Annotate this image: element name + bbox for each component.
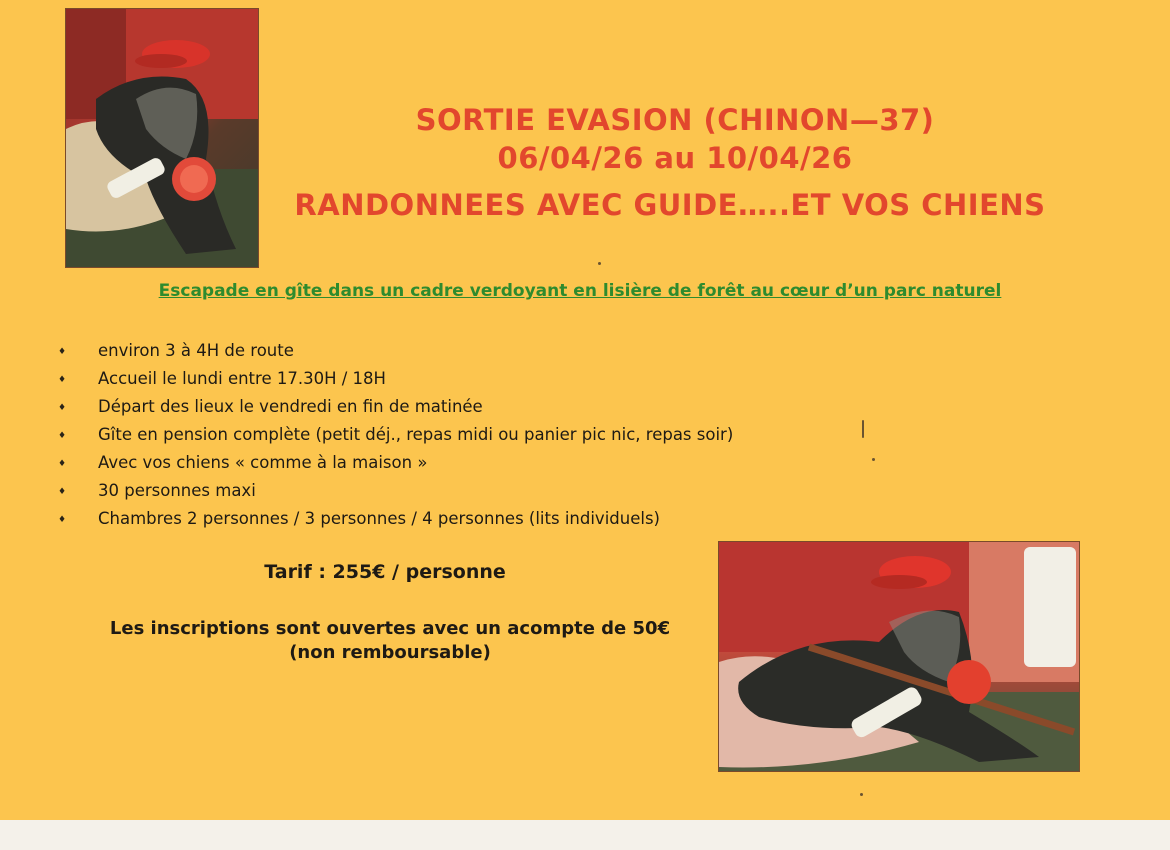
bullet-icon: ♦ xyxy=(58,402,67,413)
list-item-text: Départ des lieux le vendredi en fin de matinée xyxy=(98,397,483,416)
paper-speck xyxy=(862,420,864,438)
details-list xyxy=(58,338,733,534)
dog-photo-bottom xyxy=(718,541,1080,772)
list-item-text: Gîte en pension complète (petit déj., repas midi ou panier pic nic, repas soir) xyxy=(98,425,734,444)
bullet-icon: ♦ xyxy=(58,374,67,385)
event-title: SORTIE EVASION (CHINON—37) xyxy=(415,103,935,137)
bullet-icon: ♦ xyxy=(58,430,67,441)
list-item xyxy=(58,366,733,394)
bullet-icon: ♦ xyxy=(58,486,67,497)
list-item xyxy=(58,450,733,478)
list-item-text: Accueil le lundi entre 17.30H / 18H xyxy=(98,369,386,388)
bullet-icon: ♦ xyxy=(58,346,67,357)
paper-speck xyxy=(860,793,863,796)
registration-line-2: (non remboursable) xyxy=(289,642,491,663)
registration-note xyxy=(70,617,710,665)
page-margin xyxy=(0,820,1170,850)
paper-speck xyxy=(598,262,601,265)
list-item-text: Avec vos chiens « comme à la maison » xyxy=(98,453,428,472)
event-subtitle: Escapade en gîte dans un cadre verdoyant en lisière de forêt au cœur d’un parc naturel xyxy=(158,281,1002,301)
list-item xyxy=(58,338,733,366)
list-item xyxy=(58,394,733,422)
registration-line-1: Les inscriptions sont ouvertes avec un acompte de 50€ xyxy=(109,618,671,639)
list-item xyxy=(58,506,733,534)
list-item-text: Chambres 2 personnes / 3 personnes / 4 personnes (lits individuels) xyxy=(98,509,660,528)
list-item xyxy=(58,422,733,450)
dog-photo-top-image xyxy=(66,9,258,267)
dog-photo-top xyxy=(65,8,259,268)
price-line: Tarif : 255€ / personne xyxy=(264,561,506,583)
event-dates: 06/04/26 au 10/04/26 xyxy=(497,141,853,175)
event-tagline: RANDONNEES AVEC GUIDE…..ET VOS CHIENS xyxy=(294,188,1046,222)
paper-speck xyxy=(872,458,875,461)
list-item-text: environ 3 à 4H de route xyxy=(98,341,294,360)
dog-photo-bottom-image xyxy=(719,542,1079,771)
list-item-text: 30 personnes maxi xyxy=(98,481,256,500)
bullet-icon: ♦ xyxy=(58,458,67,469)
bullet-icon: ♦ xyxy=(58,514,67,525)
list-item xyxy=(58,478,733,506)
